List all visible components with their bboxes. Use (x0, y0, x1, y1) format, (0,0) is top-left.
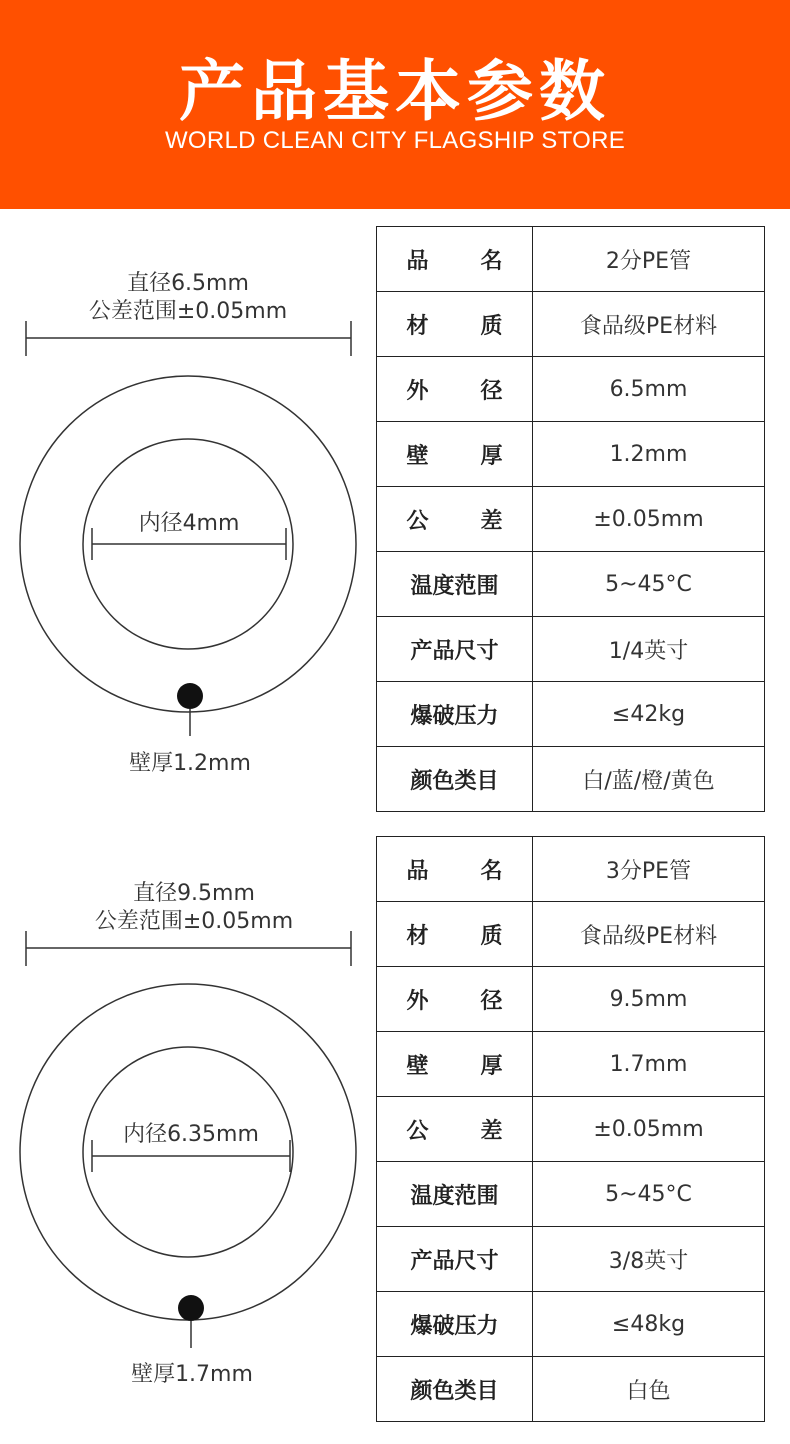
key-char: 公 (406, 508, 429, 534)
diameter-label: 直径6.5mm (127, 271, 249, 296)
spec-table-1 (376, 226, 765, 812)
spec-key-text (407, 439, 503, 470)
spec-key: 颜色类目 (377, 1357, 533, 1422)
key-char: 差 (480, 1118, 503, 1144)
spec-key-text (407, 984, 503, 1015)
wall-thickness-label: 壁厚1.7mm (131, 1362, 253, 1387)
table-row (377, 1032, 765, 1097)
key-char: 品 (406, 858, 429, 884)
table-row (377, 357, 765, 422)
spec-key (377, 1097, 533, 1162)
key-char: 质 (480, 313, 503, 339)
table-row (377, 227, 765, 292)
spec-value: 3/8英寸 (533, 1227, 765, 1292)
inner-diameter-label: 内径6.35mm (123, 1122, 259, 1147)
tolerance-label: 公差范围±0.05mm (88, 299, 288, 324)
table-row (377, 617, 765, 682)
diameter-label: 直径9.5mm (133, 881, 255, 906)
spec-key (377, 422, 533, 487)
table-row (377, 1097, 765, 1162)
spec-key: 颜色类目 (377, 747, 533, 812)
key-char: 外 (406, 988, 429, 1014)
spec-value: 6.5mm (533, 357, 765, 422)
table-row (377, 682, 765, 747)
table-row (377, 967, 765, 1032)
spec-key-text (407, 919, 503, 950)
key-char: 材 (406, 313, 429, 339)
spec-value: 9.5mm (533, 967, 765, 1032)
key-char: 材 (406, 923, 429, 949)
spec-value: 食品级PE材料 (533, 292, 765, 357)
key-char: 外 (406, 378, 429, 404)
outer-circle (20, 984, 356, 1320)
spec-key (377, 227, 533, 292)
spec-key: 产品尺寸 (377, 1227, 533, 1292)
spec-key-text (407, 374, 503, 405)
spec-key: 温度范围 (377, 552, 533, 617)
spec-value: 5~45°C (533, 1162, 765, 1227)
spec-key (377, 967, 533, 1032)
key-char: 质 (480, 923, 503, 949)
table-row (377, 552, 765, 617)
spec-value: 白/蓝/橙/黄色 (533, 747, 765, 812)
table-row (377, 487, 765, 552)
spec-key (377, 487, 533, 552)
spec-key (377, 1032, 533, 1097)
wall-thickness-label: 壁厚1.2mm (129, 751, 251, 776)
spec-value: 1.7mm (533, 1032, 765, 1097)
key-char: 名 (480, 858, 503, 884)
inner-diameter-label: 内径4mm (138, 511, 240, 536)
spec-key: 产品尺寸 (377, 617, 533, 682)
key-char: 厚 (480, 1053, 503, 1079)
spec-value: ±0.05mm (533, 487, 765, 552)
table-row (377, 747, 765, 812)
store-subtitle: WORLD CLEAN CITY FLAGSHIP STORE (164, 127, 626, 154)
key-char: 壁 (406, 1053, 429, 1079)
table-row (377, 837, 765, 902)
spec-key-text (407, 309, 503, 340)
table-row (377, 1357, 765, 1422)
pipe-diagram-1 (0, 226, 376, 826)
table-row (377, 902, 765, 967)
header-banner (0, 0, 790, 209)
spec-value: ≤42kg (533, 682, 765, 747)
spec-value: ≤48kg (533, 1292, 765, 1357)
wall-marker-dot (177, 683, 203, 709)
table-row (377, 1227, 765, 1292)
table-row (377, 422, 765, 487)
spec-value: 食品级PE材料 (533, 902, 765, 967)
spec-value: 2分PE管 (533, 227, 765, 292)
key-char: 公 (406, 1118, 429, 1144)
spec-key: 爆破压力 (377, 682, 533, 747)
spec-key-text (407, 504, 503, 535)
key-char: 壁 (406, 443, 429, 469)
spec-key-text (407, 244, 503, 275)
key-char: 品 (406, 248, 429, 274)
spec-value: 5~45°C (533, 552, 765, 617)
spec-value: ±0.05mm (533, 1097, 765, 1162)
spec-value: 白色 (533, 1357, 765, 1422)
key-char: 差 (480, 508, 503, 534)
key-char: 厚 (480, 443, 503, 469)
spec-value: 3分PE管 (533, 837, 765, 902)
spec-key (377, 837, 533, 902)
key-char: 径 (480, 988, 503, 1014)
spec-table-2 (376, 836, 765, 1422)
table-row (377, 1292, 765, 1357)
tolerance-label: 公差范围±0.05mm (94, 909, 294, 934)
spec-key: 爆破压力 (377, 1292, 533, 1357)
spec-value: 1.2mm (533, 422, 765, 487)
spec-key-text (407, 854, 503, 885)
key-char: 名 (480, 248, 503, 274)
spec-value: 1/4英寸 (533, 617, 765, 682)
spec-key (377, 902, 533, 967)
spec-key (377, 292, 533, 357)
spec-key (377, 357, 533, 422)
spec-key-text (407, 1114, 503, 1145)
inner-circle (83, 1047, 293, 1257)
table-row (377, 1162, 765, 1227)
key-char: 径 (480, 378, 503, 404)
page-title: 产品基本参数 (179, 53, 611, 130)
wall-marker-dot (178, 1295, 204, 1321)
pipe-diagram-2 (0, 836, 376, 1436)
spec-key: 温度范围 (377, 1162, 533, 1227)
spec-key-text (407, 1049, 503, 1080)
table-row (377, 292, 765, 357)
